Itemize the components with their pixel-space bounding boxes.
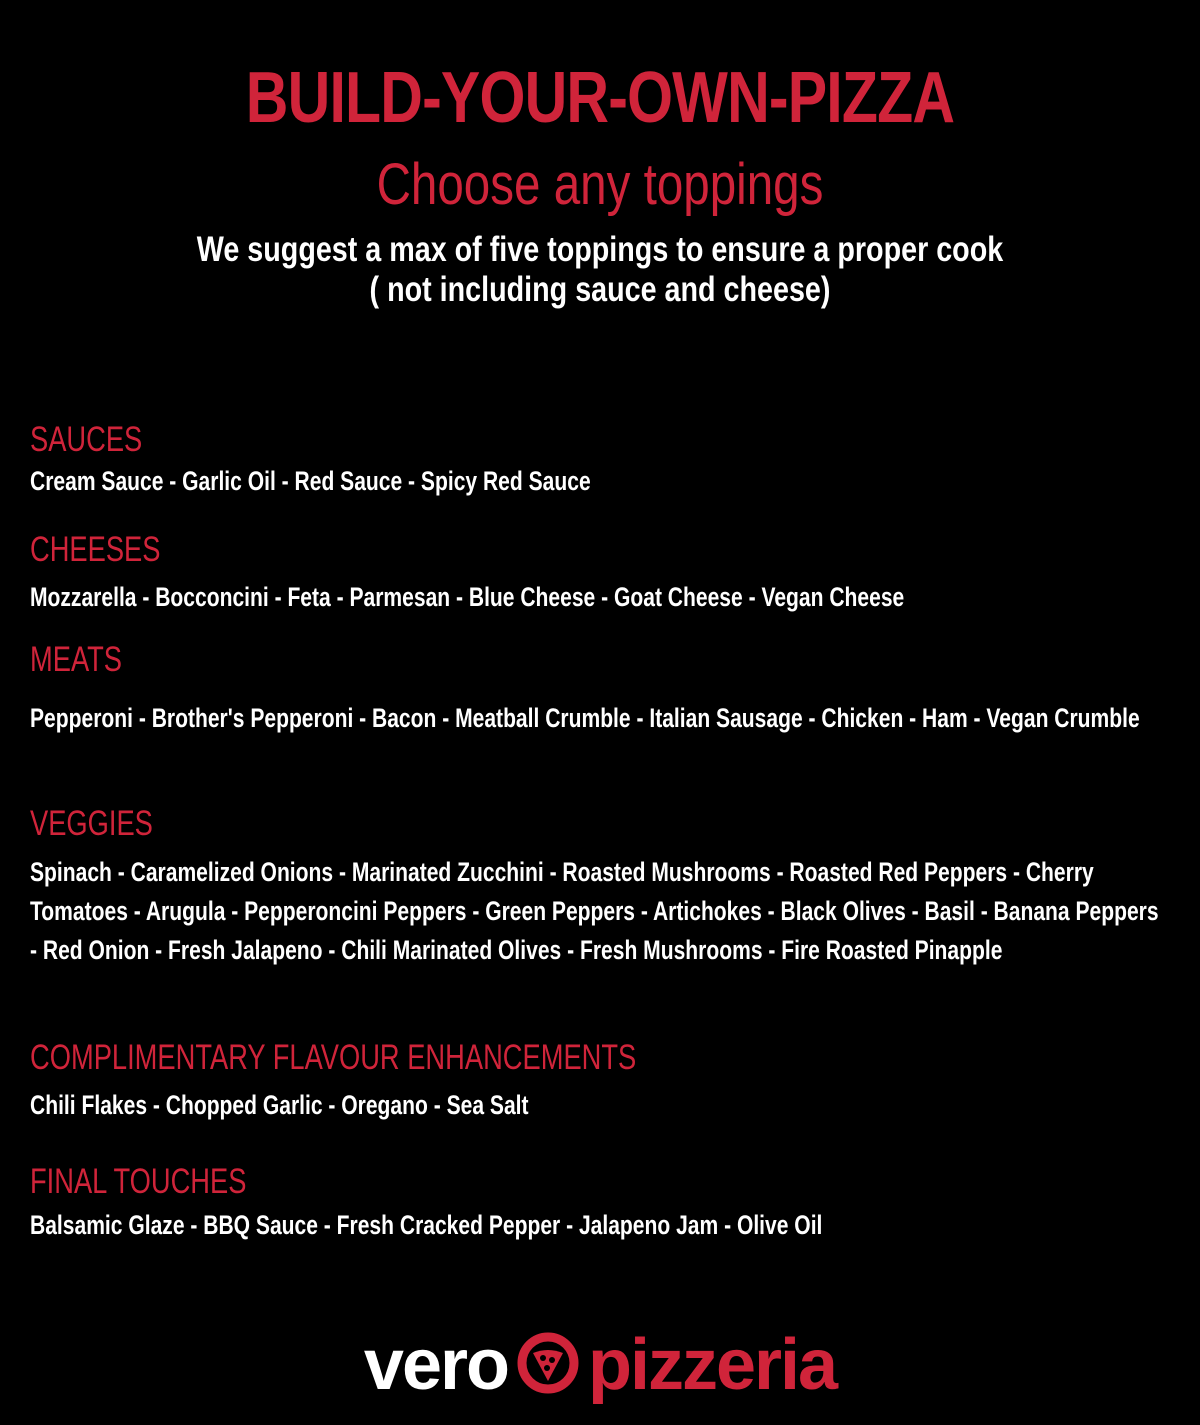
page-subtitle: Choose any toppings (376, 152, 824, 217)
pizza-slice-circle-svg (516, 1331, 580, 1395)
section-cheeses (30, 528, 1170, 617)
page-title: BUILD-YOUR-OWN-PIZZA (245, 58, 955, 138)
pizza-slice-circle-icon (516, 1331, 580, 1400)
section-heading: MEATS (30, 640, 123, 679)
section-flavour-enhancements (30, 1036, 1170, 1125)
menu-header (0, 52, 1200, 310)
logo-word-pizzeria: pizzeria (588, 1325, 837, 1405)
topping-note-line-1: We suggest a max of five toppings to ensure a proper cook (196, 230, 1004, 269)
section-heading: CHEESES (30, 530, 161, 569)
section-veggies (30, 802, 1170, 970)
section-heading: FINAL TOUCHES (30, 1162, 247, 1201)
section-items: Pepperoni - Brother's Pepperoni - Bacon - Meatball Crumble - Italian Sausage - Chicken - Ham - Vegan Crumble (30, 703, 1140, 733)
section-items: Chili Flakes - Chopped Garlic - Oregano - Sea Salt (30, 1090, 529, 1120)
section-heading: COMPLIMENTARY FLAVOUR ENHANCEMENTS (30, 1038, 637, 1077)
section-final-touches (30, 1160, 1170, 1245)
section-heading: SAUCES (30, 420, 143, 459)
section-items: Mozzarella - Bocconcini - Feta - Parmesan - Blue Cheese - Goat Cheese - Vegan Cheese (30, 582, 905, 612)
section-meats (30, 638, 1170, 738)
logo-word-vero: vero (363, 1325, 508, 1405)
vero-pizzeria-logo (0, 1325, 1200, 1405)
section-items: Cream Sauce - Garlic Oil - Red Sauce - Spicy Red Sauce (30, 466, 591, 496)
section-items: Spinach - Caramelized Onions - Marinated Zucchini - Roasted Mushrooms - Roasted Red Peppers - Cherry Tomatoes - Arugula - Pepperoncini Peppers - Green Peppers - Artichokes - Black Olives - Basil - Banana Peppers - Red Onion - Fresh Jalapeno - Chili Marinated Olives - Fresh Mushrooms - Fire Roasted Pinapple (30, 857, 1159, 965)
topping-note-line-2: ( not including sauce and cheese) (369, 270, 831, 309)
section-items: Balsamic Glaze - BBQ Sauce - Fresh Cracked Pepper - Jalapeno Jam - Olive Oil (30, 1210, 823, 1240)
section-heading: VEGGIES (30, 804, 153, 843)
topping-note (108, 230, 1092, 310)
section-sauces (30, 418, 1170, 501)
